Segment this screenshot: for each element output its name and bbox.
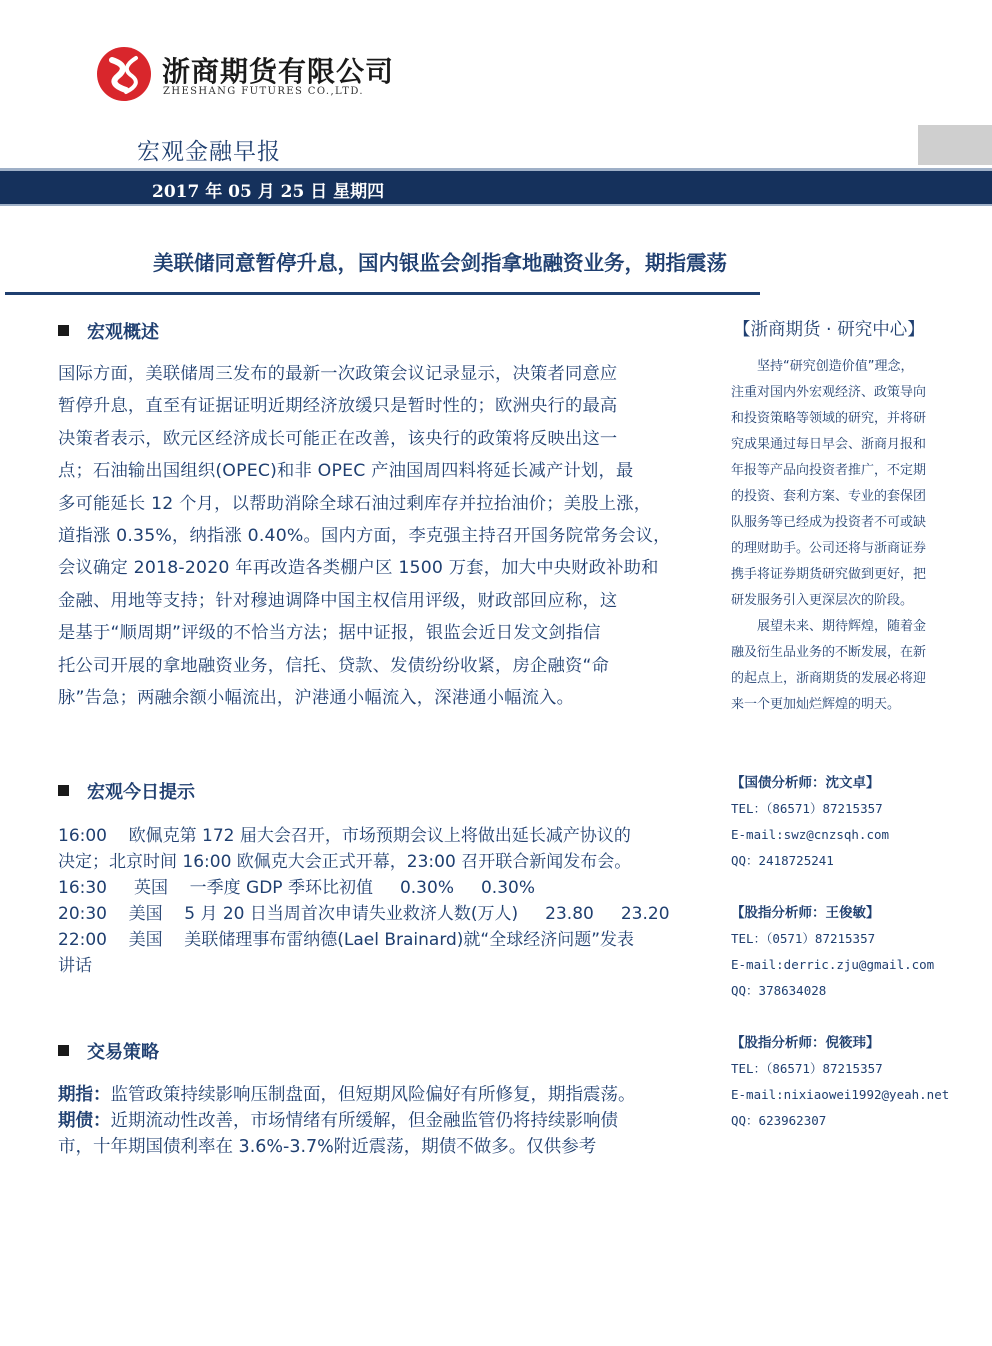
- analyst-email[interactable]: E-mail:swz@cnzsqh.com: [731, 827, 890, 842]
- hints-section-title: [58, 778, 195, 804]
- intro-line: 携手将证券期货研究做到更好，把: [731, 567, 927, 582]
- company-name-cn: 浙商期货有限公司: [162, 55, 395, 88]
- intro-line: 的理财助手。公司还将与浙商证券: [731, 541, 927, 556]
- overview-line: 脉”告急；两融余额小幅流出，沪港通小幅流入，深港通小幅流入。: [58, 688, 575, 709]
- overview-line: 点；石油输出国组织(OPEC)和非 OPEC 产油国周四料将延长减产计划，最: [58, 461, 634, 482]
- analyst-name: 【股指分析师：倪筱玮】: [731, 1035, 880, 1051]
- analyst-tel: TEL：（86571）87215357: [731, 1061, 883, 1076]
- strategy-line: 市，十年期国债利率在 3.6%-3.7%附近震荡，期债不做多。仅供参考: [58, 1137, 597, 1157]
- overview-body: [58, 358, 710, 714]
- analyst-tel: TEL：（86571）87215357: [731, 801, 883, 816]
- intro-line: 和投资策略等领域的研究，并将研: [731, 411, 927, 426]
- date-bar: [0, 168, 992, 206]
- bullet-square-icon: [58, 325, 69, 336]
- company-logo: [96, 46, 152, 102]
- hints-body: [58, 823, 718, 979]
- overview-line: 多可能延长 12 个月，以帮助消除全球石油过剩库存并拉抬油价；美股上涨，: [58, 493, 652, 514]
- intro-line: 融及衍生品业务的不断发展，在新: [731, 645, 927, 660]
- intro-line: 坚持“研究创造价值”理念，: [757, 359, 914, 374]
- report-date: 2017 年 05 月 25 日 星期四: [152, 182, 385, 202]
- overview-line: 会议确定 2018-2020 年再改造各类棚户区 1500 万套，加大中央财政补助和: [58, 558, 659, 579]
- intro-line: 研发服务引入更深层次的阶段。: [731, 593, 914, 608]
- analyst-tel: TEL：（0571）87215357: [731, 931, 876, 946]
- strategy-line: [58, 1082, 718, 1108]
- overview-line: 暂停升息，直至有证据证明近期经济放缓只是暂时性的；欧洲央行的最高: [58, 396, 618, 417]
- analyst-name: 【国债分析师：沈文卓】: [731, 775, 880, 791]
- overview-line: 托公司开展的拿地融资业务，信托、贷款、发债纷纷收紧，房企融资“命: [58, 655, 610, 676]
- strategy-text: 监管政策持续影响压制盘面，但短期风险偏好有所修复，期指震荡。: [110, 1085, 636, 1105]
- hint-line: 22:00 美国 美联储理事布雷纳德(Lael Brainard)就“全球经济问题”发表: [58, 930, 635, 950]
- strategy-text: 近期流动性改善，市场情绪有所缓解，但金融监管仍将持续影响债: [110, 1111, 618, 1131]
- intro-line: 的投资、套利方案、专业的套保团: [731, 489, 927, 504]
- hint-line: 决定；北京时间 16:00 欧佩克大会正式开幕，23:00 召开联合新闻发布会。: [58, 852, 632, 872]
- research-center-title: 【浙商期货 · 研究中心】: [733, 320, 925, 340]
- strategy-label-bond-futures: 期债：: [58, 1111, 111, 1131]
- intro-line: 究成果通过每日早会、浙商月报和: [731, 437, 927, 452]
- headline-rule: [5, 292, 760, 295]
- analyst-qq: QQ：378634028: [731, 983, 827, 998]
- overview-title-text: 宏观概述: [87, 322, 159, 343]
- analyst-card: [731, 900, 971, 1004]
- analyst-email[interactable]: E-mail:derric.zju@gmail.com: [731, 957, 935, 972]
- intro-line: 来一个更加灿烂辉煌的明天。: [731, 697, 901, 712]
- hints-title-text: 宏观今日提示: [87, 782, 195, 803]
- analyst-card: [731, 1030, 971, 1134]
- strategy-title-text: 交易策略: [87, 1042, 159, 1063]
- analyst-email[interactable]: E-mail:nixiaowei1992@yeah.net: [731, 1087, 950, 1102]
- overview-line: 是基于“顺周期”评级的不恰当方法；据中证报，银监会近日发文剑指信: [58, 623, 601, 644]
- overview-line: 国际方面，美联储周三发布的最新一次政策会议记录显示，决策者同意应: [58, 364, 618, 384]
- analyst-card: [731, 770, 971, 874]
- overview-section-title: [58, 318, 159, 344]
- hint-line: 讲话: [58, 956, 92, 976]
- headline: 美联储同意暂停升息，国内银监会剑指拿地融资业务，期指震荡: [153, 251, 727, 275]
- hint-line: 16:00 欧佩克第 172 届大会召开，市场预期会议上将做出延长减产协议的: [58, 826, 631, 846]
- analyst-qq: QQ：623962307: [731, 1113, 827, 1128]
- analyst-name: 【股指分析师：王俊敏】: [731, 905, 880, 921]
- intro-line: 的起点上，浙商期货的发展必将迎: [731, 671, 927, 686]
- research-center-intro: [731, 354, 961, 718]
- intro-line: 年报等产品向投资者推广，不定期: [731, 463, 927, 478]
- analyst-qq: QQ：2418725241: [731, 853, 834, 868]
- bullet-square-icon: [58, 785, 69, 796]
- hint-line: 20:30 美国 5 月 20 日当周首次申请失业救济人数(万人) 23.80 23.20: [58, 904, 670, 924]
- strategy-body: [58, 1082, 718, 1160]
- intro-line: 展望未来、期待辉煌，随着金: [757, 619, 927, 634]
- strategy-line: [58, 1108, 718, 1134]
- header-decor-block: [918, 125, 992, 165]
- company-name-en: ZHESHANG FUTURES CO.,LTD.: [163, 86, 364, 97]
- overview-line: 金融、用地等支持；针对穆迪调降中国主权信用评级，财政部回应称，这: [58, 590, 618, 611]
- overview-line: 决策者表示，欧元区经济成长可能正在改善，该央行的政策将反映出这一: [58, 428, 618, 449]
- report-type: 宏观金融早报: [137, 139, 281, 165]
- bullet-square-icon: [58, 1045, 69, 1056]
- strategy-section-title: [58, 1038, 159, 1064]
- overview-line: 道指涨 0.35%，纳指涨 0.40%。国内方面，李克强主持召开国务院常务会议，: [58, 526, 671, 547]
- hint-line: 16:30 英国 一季度 GDP 季环比初值 0.30% 0.30%: [58, 878, 535, 898]
- strategy-label-index-futures: 期指：: [58, 1085, 111, 1105]
- intro-line: 注重对国内外宏观经济、政策导向: [731, 385, 927, 400]
- intro-line: 队服务等已经成为投资者不可或缺: [731, 515, 927, 530]
